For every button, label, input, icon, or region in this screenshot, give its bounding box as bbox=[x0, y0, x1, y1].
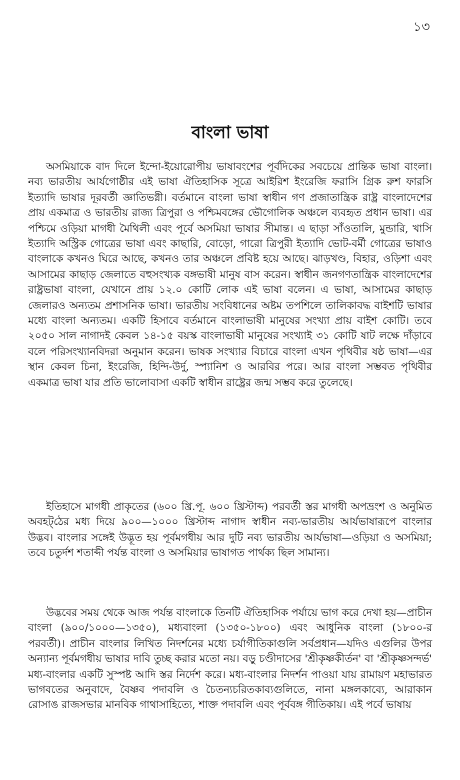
paragraph-text: ইতিহাসে মাগধী প্রাকৃতের (৬০০ খ্রি.পূ. ৬০০ খ্রিস্টাব্দ) পরবর্তী স্তর মাগধী অপভ্রংশ ও অনুমিত অবহট্‌ঠের মধ্য দিয়ে ৯০০—১০০০ খ্রিস্টাব্দ নাগাদ স্বাধীন নব্য-ভারতীয় আর্যভাষারূপে বাংলার উদ্ভব। বাংলার সঙ্গেই উদ্ভূত হয় পূর্বমগধীয় আর দুটি নব্য ভারতীয় আর্যভাষা—ওড়িয়া ও অসমিয়া; তবে চতুর্দশ শতাব্দী পর্যন্ত বাংলা ও অসমিয়ার ভাষাগত পার্থক্য ছিল সামান্য। bbox=[28, 501, 432, 560]
page-number: ১৩ bbox=[413, 20, 430, 35]
body-paragraph-2 bbox=[28, 500, 432, 562]
body-paragraph-3 bbox=[28, 606, 432, 714]
body-paragraph-1 bbox=[28, 160, 432, 391]
page-title: বাংলা ভাষা bbox=[191, 123, 269, 143]
paragraph-text: অসমিয়াকে বাদ দিলে ইন্দো-ইয়োরোপীয় ভাষাবংশের পূর্বদিকের সবচেয়ে প্রান্তিক ভাষা বাংলা। নব্য ভারতীয় আর্যগোষ্ঠীর এই ভাষা ঐতিহাসিক সূত্রে আইরিশ ইংরেজি ফরাসি গ্রিক রুশ ফারসি ইত্যাদি ভাষার দূরবর্তী জ্ঞাতিভগ্নী। বর্তমানে বাংলা ভাষা স্বাধীন গণ প্রজাতান্ত্রিক রাষ্ট্র বাংলাদেশের প্রায় একমাত্র ও ভারতীয় রাজ্য ত্রিপুরা ও পশ্চিমবঙ্গের ভৌগোলিক অঞ্চলে ব্যবহৃত প্রধান ভাষা। এর পশ্চিমে ওড়িয়া মাগধী মৈথিলী এবং পূর্বে অসমিয়া ভাষার সীমান্ত। এ ছাড়া সাঁওতালি, মুন্ডারি, খাসি ইত্যাদি অস্ট্রিক গোত্রের ভাষা এবং কাছারি, বোড়ো, গারো ত্রিপুরী ইত্যাদি ভোট-বর্মী গোত্রের ভাষাও বাংলাকে কখনও ঘিরে আছে, কখনও তার অঞ্চলে প্রবিষ্ট হয়ে আছে। ঝাড়খণ্ড, বিহার, ওড়িশা এবং আসামের কাছাড় জেলাতে বহুসংখ্যক বঙ্গভাষী মানুষ বাস করেন। স্বাধীন জনগণতান্ত্রিক বাংলাদেশের রাষ্ট্রভাষা বাংলা, যেখানে প্রায় ১২.০ কোটি লোক এই ভাষা বলেন। এ ভাষা, আসামের কাছাড় জেলারও অন্যতম প্রশাসনিক ভাষা। ভারতীয় সংবিধানের অষ্টম তপশিলে তালিকাবদ্ধ বাইশটি ভাষার মধ্যে বাংলা অন্যতম। একটি হিসাবে বর্তমানে বাংলাভাষী মানুষের সংখ্যা প্রায় বাইশ কোটি। তবে ২০৫০ সাল নাগাদই কেবল ১৪-১৫ বয়স্ক বাংলাভাষী মানুষের সংখ্যাই ৩১ কোটি ষাট লক্ষে দাঁড়াবে বলে পরিসংখ্যানবিদরা অনুমান করেন। ভাষক সংখ্যার বিচারে বাংলা এখন পৃথিবীর ষষ্ঠ ভাষা—এর স্থান কেবল চিনা, ইংরেজি, হিন্দি-উর্দু, স্প্যানিশ ও আরবির পরে। আর বাংলা সম্ভবত পৃথিবীর একমাত্র ভাষা যার প্রতি ভালোবাসা একটি স্বাধীন রাষ্ট্রের জন্ম সম্ভব করে তুলেছে। bbox=[28, 161, 432, 389]
paragraph-text: উদ্ভবের সময় থেকে আজ পর্যন্ত বাংলাকে তিনটি ঐতিহাসিক পর্যায়ে ভাগ করে দেখা হয়—প্রাচীন বাংলা (৯০০/১০০০—১৩৫০), মধ্যবাংলা (১৩৫০-১৮০০) এবং আধুনিক বাংলা (১৮০০-র পরবর্তী)। প্রাচীন বাংলার লিখিত নিদর্শনের মধ্যে চর্যাগীতিকাগুলি সর্বপ্রধান—যদিও এগুলির উপর অন্যান্য পূর্বমগধীয় ভাষার দাবি তুচ্ছ করার মতো নয়। বড়ু চণ্ডীদাসের 'শ্রীকৃষ্ণকীর্তন' বা 'শ্রীকৃষ্ণসন্দর্ভ' মধ্য-বাংলার একটি সুস্পষ্ট আদি স্তর নির্দেশ করে। মধ্য-বাংলার নিদর্শন পাওয়া যায় রামায়ণ মহাভারত ভাগবতের অনুবাদে, বৈষ্ণব পদাবলি ও চৈতন্যচরিতকাব্যগুলিতে, নানা মঙ্গলকাব্যে, আরাকান রোসাঙ রাজসভার মানবিক গাথাসাহিত্যে, শাক্ত পদাবলি এবং পূর্ববঙ্গ গীতিকায়। এই পর্বে ভাষায় bbox=[28, 607, 432, 712]
